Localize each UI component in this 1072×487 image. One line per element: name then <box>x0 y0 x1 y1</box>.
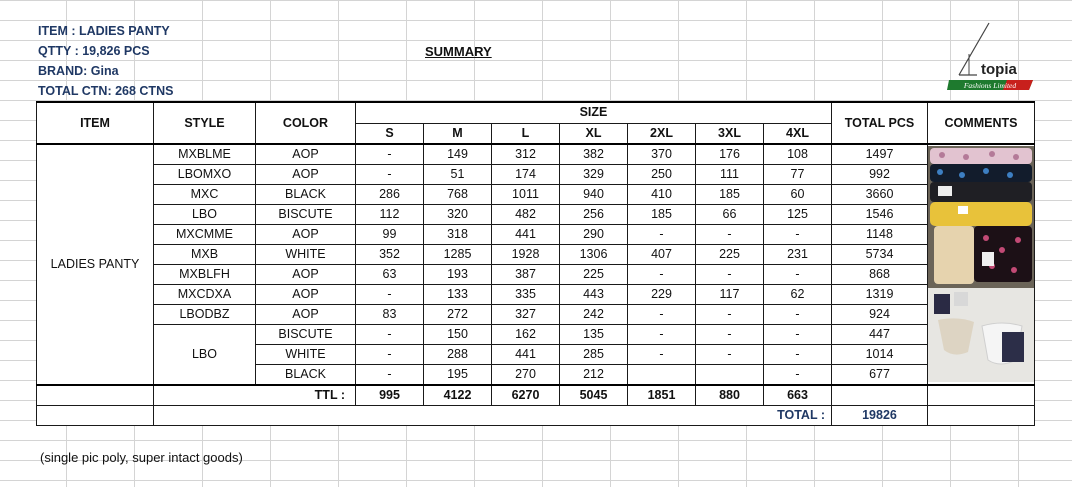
qty-cell: 185 <box>628 205 696 225</box>
total-pcs-cell: 1014 <box>832 345 928 365</box>
total-pcs-cell: 924 <box>832 305 928 325</box>
qty-cell: - <box>628 305 696 325</box>
qty-cell: 290 <box>560 225 628 245</box>
ttl-cell: 6270 <box>492 385 560 406</box>
qty-cell: 256 <box>560 205 628 225</box>
qty-cell: - <box>696 325 764 345</box>
qty-cell: - <box>696 225 764 245</box>
qty-cell: 1306 <box>560 245 628 265</box>
qty-cell: 212 <box>560 365 628 386</box>
header-total-pcs: TOTAL PCS <box>832 102 928 144</box>
total-pcs-cell: 447 <box>832 325 928 345</box>
qty-cell: 229 <box>628 285 696 305</box>
style-cell: MXBLFH <box>154 265 256 285</box>
color-cell: BISCUTE <box>256 325 356 345</box>
company-logo <box>947 20 1035 94</box>
ttl-cell: 663 <box>764 385 832 406</box>
ttl-cell: 1851 <box>628 385 696 406</box>
qty-cell: 193 <box>424 265 492 285</box>
table-row <box>37 245 1035 265</box>
qty-cell: 250 <box>628 165 696 185</box>
qty-cell: - <box>356 325 424 345</box>
ttl-empty-cell <box>37 385 154 406</box>
qty-cell: - <box>764 265 832 285</box>
ttl-row <box>37 385 1035 406</box>
style-cell: MXBLME <box>154 144 256 165</box>
qty-cell: 407 <box>628 245 696 265</box>
qty-cell: - <box>696 265 764 285</box>
qty-cell: 83 <box>356 305 424 325</box>
qty-cell: - <box>764 225 832 245</box>
total-empty-cell <box>37 406 154 426</box>
ttl-cell: 5045 <box>560 385 628 406</box>
color-cell: AOP <box>256 305 356 325</box>
color-cell: BLACK <box>256 185 356 205</box>
total-ctn-label: TOTAL CTN: 268 CTNS <box>38 84 174 98</box>
style-cell: MXCMME <box>154 225 256 245</box>
qty-cell: 125 <box>764 205 832 225</box>
summary-table <box>36 101 1035 426</box>
header-size: SIZE <box>356 102 832 123</box>
table-row <box>37 305 1035 325</box>
style-cell: LBODBZ <box>154 305 256 325</box>
qty-cell: 51 <box>424 165 492 185</box>
color-cell: WHITE <box>256 245 356 265</box>
total-pcs-cell: 868 <box>832 265 928 285</box>
qty-cell: 108 <box>764 144 832 165</box>
qty-cell: 162 <box>492 325 560 345</box>
header-color: COLOR <box>256 102 356 144</box>
qty-cell: 768 <box>424 185 492 205</box>
color-cell: AOP <box>256 165 356 185</box>
item-name-cell: LADIES PANTY <box>37 144 154 385</box>
qtty-label: QTTY : 19,826 PCS <box>38 44 150 58</box>
total-row <box>37 406 1035 426</box>
table-row <box>37 144 1035 165</box>
qty-cell: - <box>628 225 696 245</box>
qty-cell: 382 <box>560 144 628 165</box>
qty-cell: 66 <box>696 205 764 225</box>
ttl-cell: 995 <box>356 385 424 406</box>
qty-cell: 242 <box>560 305 628 325</box>
qty-cell: 441 <box>492 345 560 365</box>
qty-cell: 195 <box>424 365 492 386</box>
table-row <box>37 325 1035 345</box>
qty-cell: 62 <box>764 285 832 305</box>
table-row <box>37 265 1035 285</box>
qty-cell: 1285 <box>424 245 492 265</box>
svg-text:topia: topia <box>981 61 1017 78</box>
qty-cell: 176 <box>696 144 764 165</box>
size-l-header: L <box>492 123 560 144</box>
qty-cell: - <box>356 165 424 185</box>
color-cell: AOP <box>256 225 356 245</box>
qty-cell: - <box>696 345 764 365</box>
size-m-header: M <box>424 123 492 144</box>
qty-cell: 1928 <box>492 245 560 265</box>
total-pcs-cell: 992 <box>832 165 928 185</box>
qty-cell: 117 <box>696 285 764 305</box>
qty-cell: 329 <box>560 165 628 185</box>
table-row <box>37 225 1035 245</box>
size-4xl-header: 4XL <box>764 123 832 144</box>
color-cell: WHITE <box>256 345 356 365</box>
color-cell: BISCUTE <box>256 205 356 225</box>
qty-cell: - <box>356 144 424 165</box>
qty-cell: 112 <box>356 205 424 225</box>
qty-cell: 352 <box>356 245 424 265</box>
qty-cell: 225 <box>696 245 764 265</box>
style-cell: MXB <box>154 245 256 265</box>
qty-cell: 111 <box>696 165 764 185</box>
qty-cell: 270 <box>492 365 560 386</box>
header-comments: COMMENTS <box>928 102 1035 144</box>
qty-cell: 312 <box>492 144 560 165</box>
summary-heading: SUMMARY <box>425 44 492 59</box>
size-xl-header: XL <box>560 123 628 144</box>
qty-cell: 335 <box>492 285 560 305</box>
qty-cell: 441 <box>492 225 560 245</box>
qty-cell: - <box>356 365 424 386</box>
qty-cell: 60 <box>764 185 832 205</box>
qty-cell: 318 <box>424 225 492 245</box>
color-cell: AOP <box>256 285 356 305</box>
total-pcs-cell: 1546 <box>832 205 928 225</box>
ttl-label: TTL : <box>154 385 356 406</box>
qty-cell: - <box>764 305 832 325</box>
qty-cell: 135 <box>560 325 628 345</box>
qty-cell: 225 <box>560 265 628 285</box>
total-pcs-cell: 677 <box>832 365 928 386</box>
qty-cell: 174 <box>492 165 560 185</box>
qty-cell: 327 <box>492 305 560 325</box>
style-cell: LBO <box>154 325 256 386</box>
brand-label: BRAND: Gina <box>38 64 119 78</box>
header-item: ITEM <box>37 102 154 144</box>
qty-cell: - <box>764 345 832 365</box>
table-row <box>37 185 1035 205</box>
total-comments-empty <box>928 406 1035 426</box>
qty-cell: 940 <box>560 185 628 205</box>
qty-cell: 1011 <box>492 185 560 205</box>
qty-cell: 410 <box>628 185 696 205</box>
total-pcs-cell: 5734 <box>832 245 928 265</box>
size-3xl-header: 3XL <box>696 123 764 144</box>
svg-text:Fashions Limited: Fashions Limited <box>963 81 1017 90</box>
qty-cell: 150 <box>424 325 492 345</box>
total-label: TOTAL : <box>154 406 832 426</box>
ttl-total-empty <box>832 385 928 406</box>
qty-cell: 370 <box>628 144 696 165</box>
table-row <box>37 285 1035 305</box>
size-s-header: S <box>356 123 424 144</box>
size-2xl-header: 2XL <box>628 123 696 144</box>
qty-cell: 286 <box>356 185 424 205</box>
ttl-cell: 880 <box>696 385 764 406</box>
item-title: ITEM : LADIES PANTY <box>38 24 170 38</box>
qty-cell: - <box>628 325 696 345</box>
footnote: (single pic poly, super intact goods) <box>40 450 243 465</box>
qty-cell: - <box>628 345 696 365</box>
qty-cell <box>696 365 764 386</box>
qty-cell: 482 <box>492 205 560 225</box>
total-pcs-cell: 1319 <box>832 285 928 305</box>
qty-cell: 272 <box>424 305 492 325</box>
qty-cell: 185 <box>696 185 764 205</box>
qty-cell: 231 <box>764 245 832 265</box>
qty-cell: 63 <box>356 265 424 285</box>
header-style: STYLE <box>154 102 256 144</box>
style-cell: MXC <box>154 185 256 205</box>
qty-cell: 133 <box>424 285 492 305</box>
qty-cell: 149 <box>424 144 492 165</box>
ttl-comments-empty <box>928 385 1035 406</box>
qty-cell: - <box>764 325 832 345</box>
qty-cell: 99 <box>356 225 424 245</box>
style-cell: LBOMXO <box>154 165 256 185</box>
qty-cell: 387 <box>492 265 560 285</box>
ttl-cell: 4122 <box>424 385 492 406</box>
qty-cell: - <box>356 285 424 305</box>
qty-cell: - <box>764 365 832 386</box>
color-cell: BLACK <box>256 365 356 386</box>
table-row <box>37 165 1035 185</box>
qty-cell: 443 <box>560 285 628 305</box>
color-cell: AOP <box>256 265 356 285</box>
style-cell: LBO <box>154 205 256 225</box>
color-cell: AOP <box>256 144 356 165</box>
qty-cell <box>628 365 696 386</box>
qty-cell: 77 <box>764 165 832 185</box>
total-pcs-cell: 1497 <box>832 144 928 165</box>
total-pcs-cell: 1148 <box>832 225 928 245</box>
qty-cell: - <box>628 265 696 285</box>
qty-cell: 285 <box>560 345 628 365</box>
qty-cell: - <box>356 345 424 365</box>
table-row <box>37 205 1035 225</box>
qty-cell: 320 <box>424 205 492 225</box>
product-photos <box>928 146 1034 382</box>
total-pcs-cell: 3660 <box>832 185 928 205</box>
qty-cell: 288 <box>424 345 492 365</box>
style-cell: MXCDXA <box>154 285 256 305</box>
qty-cell: - <box>696 305 764 325</box>
grand-total-value: 19826 <box>832 406 928 426</box>
